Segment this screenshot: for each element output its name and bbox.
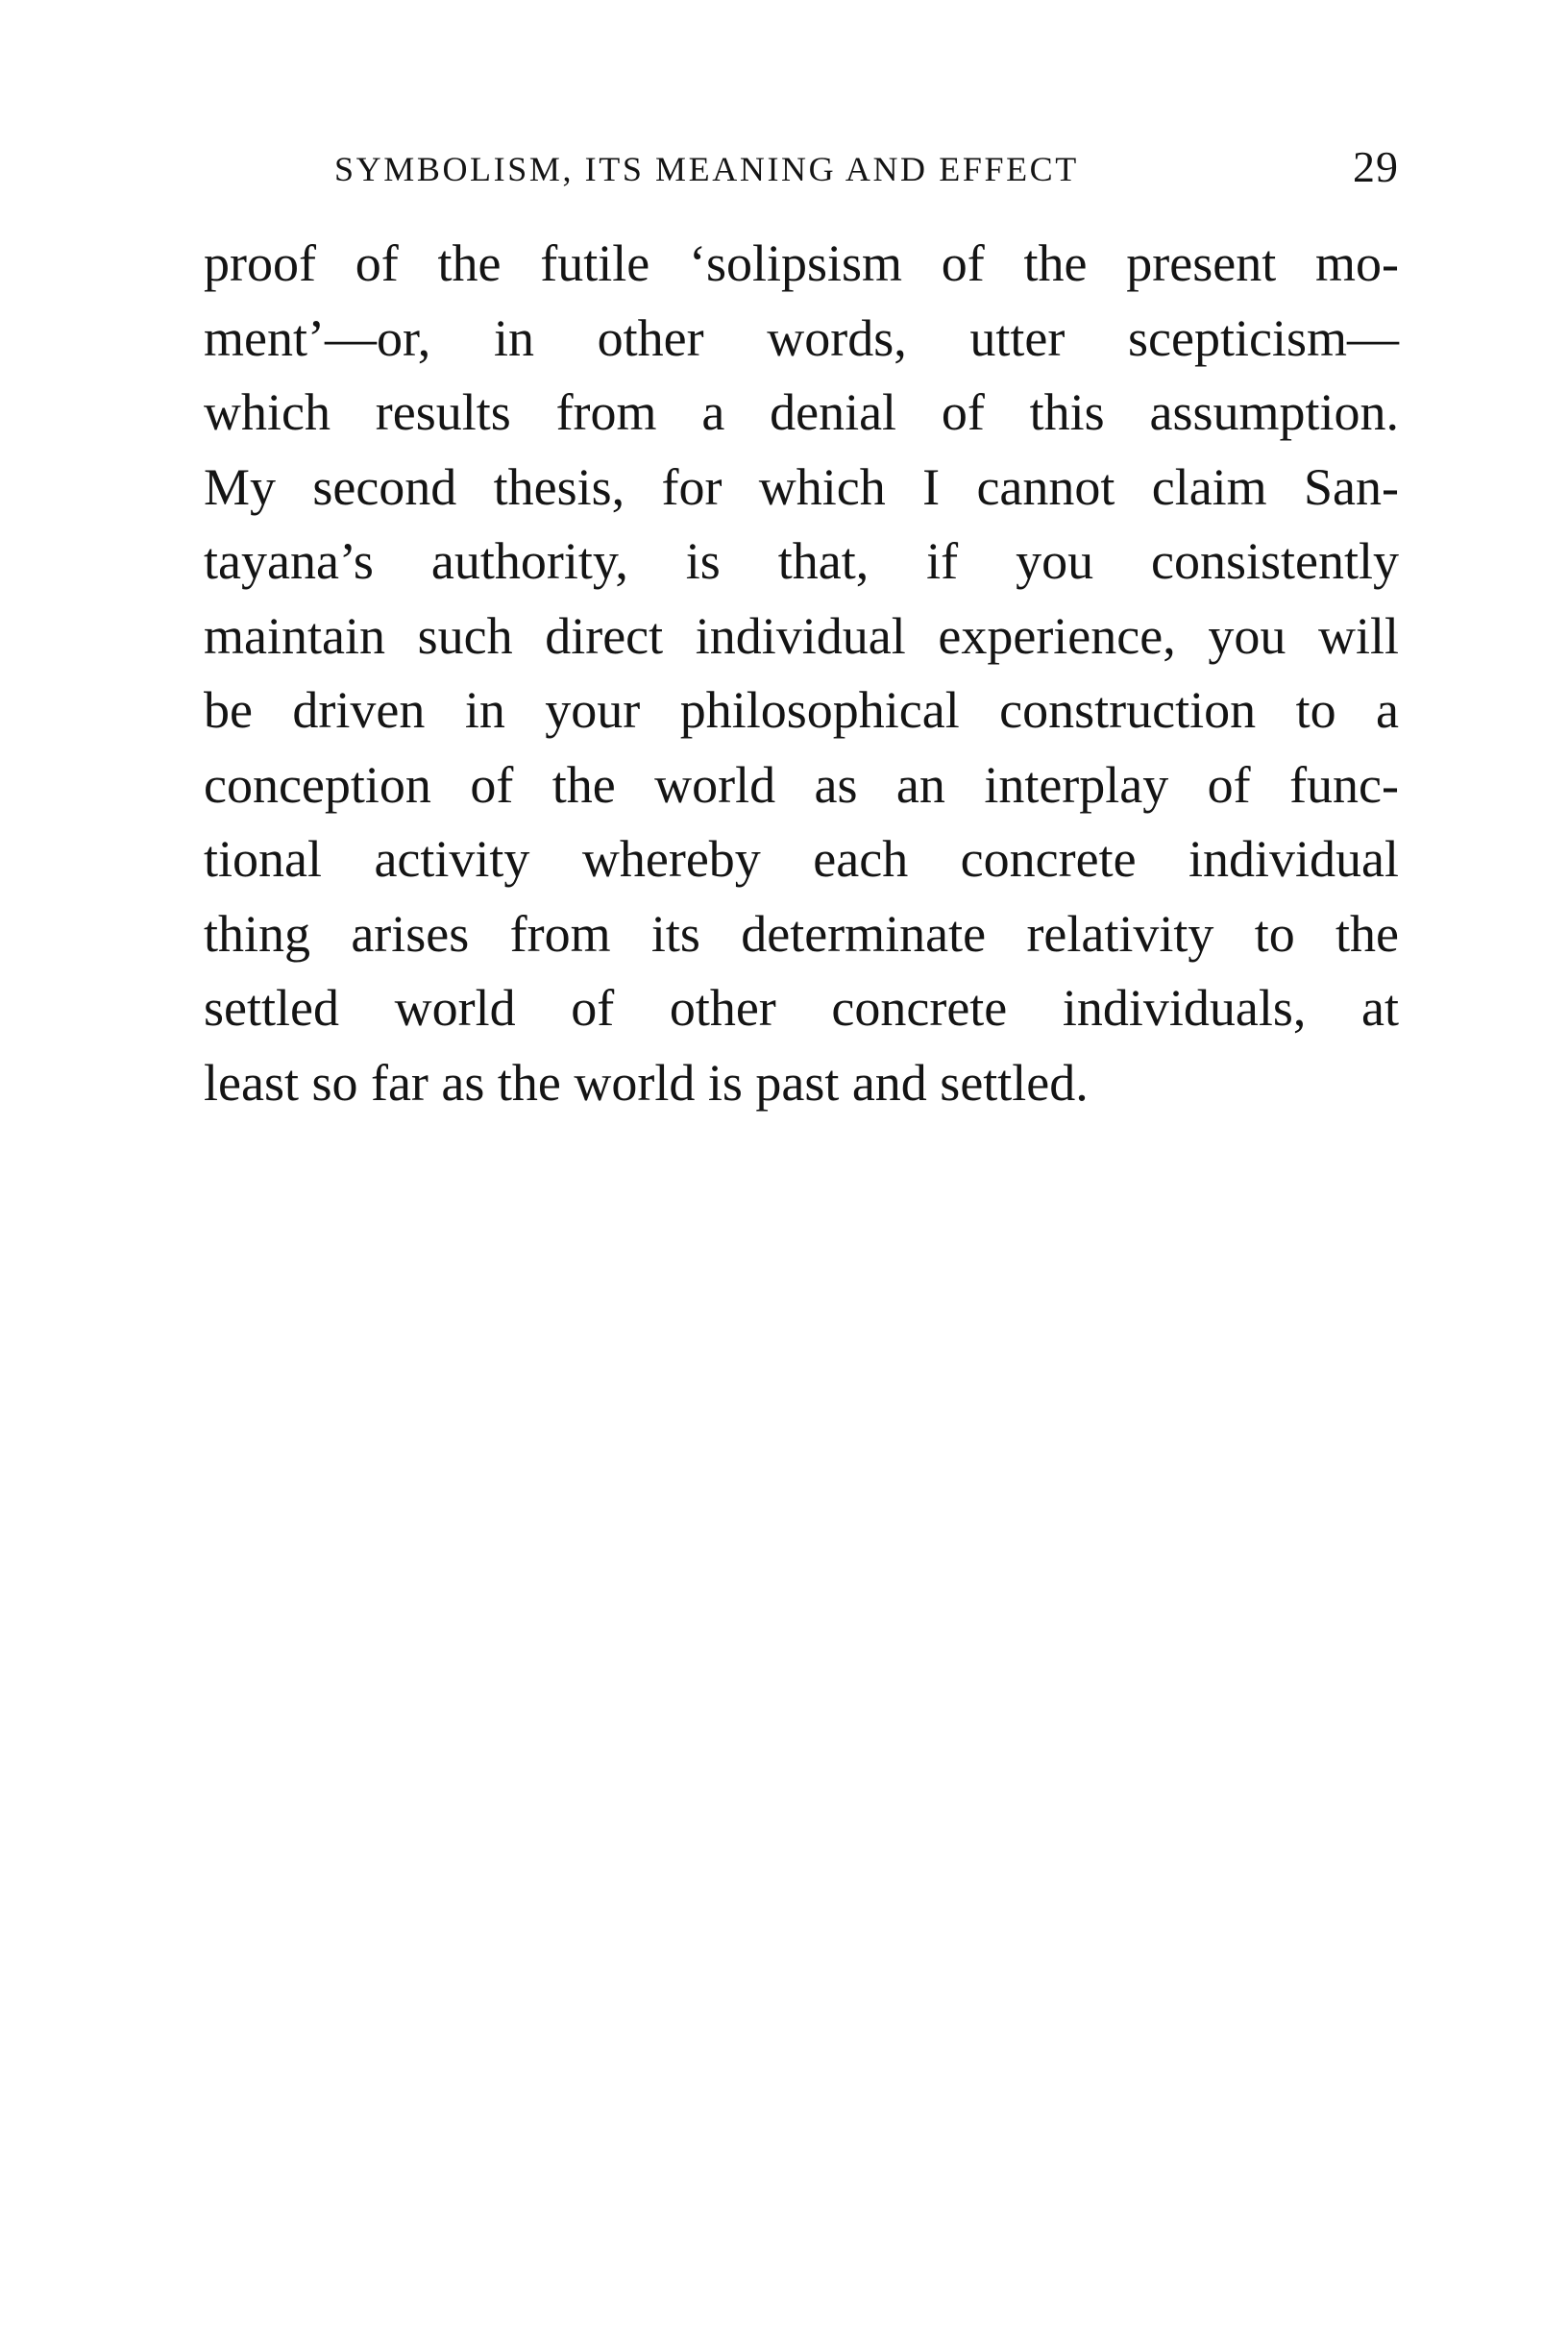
text-line: proof of the futile ‘solipsism of the present mo- [204, 234, 1399, 292]
running-head [334, 144, 1399, 198]
text-line: tayana’s authority, is that, if you consistently [204, 532, 1399, 590]
text-line: ment’—or, in other words, utter scepticism— [204, 308, 1399, 367]
text-line-last: least so far as the world is past and settled. [204, 1053, 1089, 1112]
text-line: tional activity whereby each concrete individual [204, 830, 1399, 888]
text-line: conception of the world as an interplay of func- [204, 755, 1399, 814]
text-line: My second thesis, for which I cannot claim San- [204, 457, 1399, 516]
text-line: maintain such direct individual experience, you will [204, 606, 1399, 665]
text-line: which results from a denial of this assumption. [204, 383, 1399, 441]
page-number: 29 [1353, 142, 1399, 191]
body-paragraph [204, 227, 1399, 1120]
running-title: SYMBOLISM, ITS MEANING AND EFFECT [334, 150, 1079, 188]
text-line: settled world of other concrete individuals, at [204, 979, 1399, 1037]
text-line: thing arises from its determinate relativity to the [204, 904, 1399, 963]
text-line: be driven in your philosophical construction to a [204, 681, 1399, 739]
